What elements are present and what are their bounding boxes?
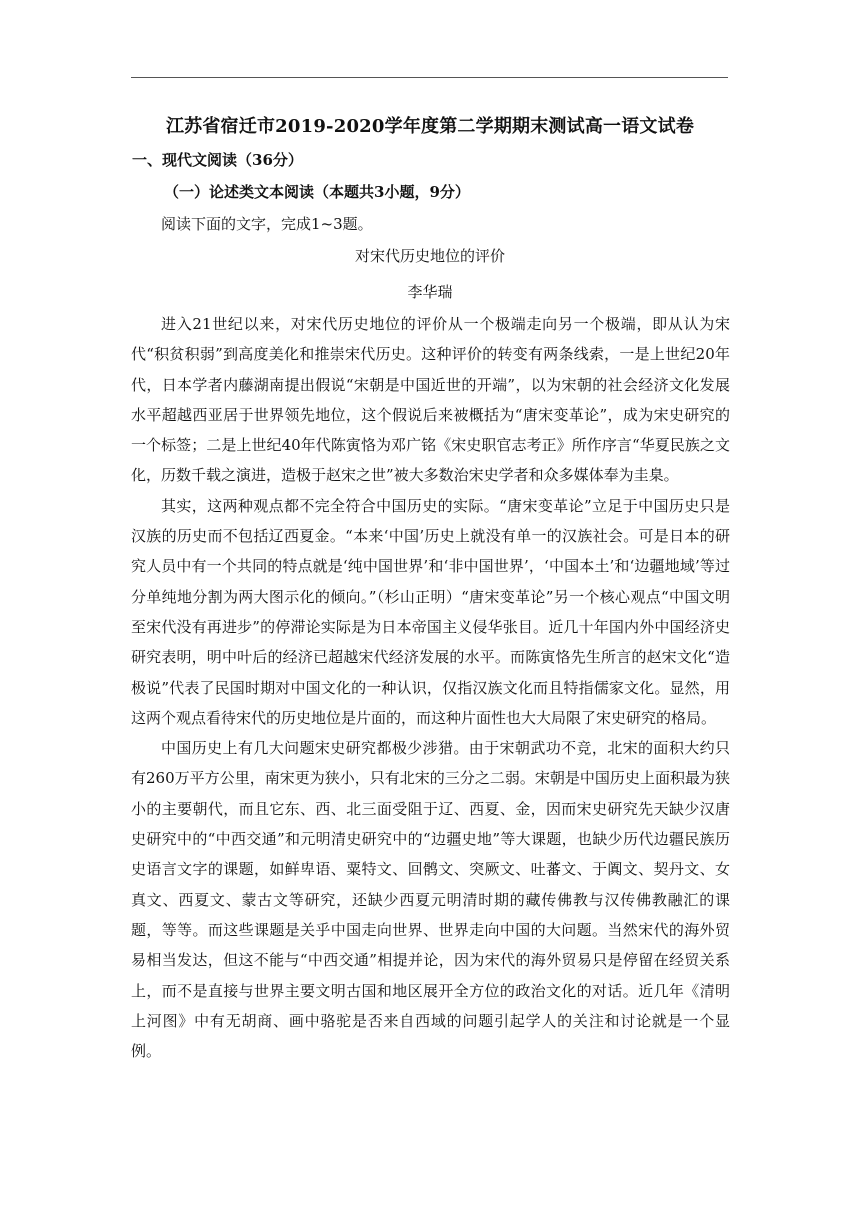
section-heading: 一、现代文阅读（36分）: [132, 151, 303, 169]
paragraph-2: 其实，这两种观点都不完全符合中国历史的实际。“唐宋变革论”立足于中国历史只是汉族的历史而不包括辽西夏金。“本来‘中国’历史上就没有单一的汉族社会。可是日本的研究人员中有一个共同的特点就是‘纯中国世界’和‘非中国世界’，‘中国本土’和‘边疆地域’等过分单纯地分割为两大图示化的倾向。”（杉山正明）“唐宋变革论”另一个核心观点“中国文明至宋代没有再进步”的停滞论实际是为日本帝国主义侵华张目。近几十年国内外中国经济史研究表明，明中叶后的经济已超越宋代经济发展的水平。而陈寅恪先生所言的赵宋文化“造极说”代表了民国时期对中国文化的一种认识，仅指汉族文化而且特指儒家文化。显然，用这两个观点看待宋代的历史地位是片面的，而这种片面性也大大局限了宋史研究的格局。: [131, 496, 730, 727]
reading-instruction: 阅读下面的文字，完成1~3题。: [161, 215, 373, 233]
article-title: 对宋代历史地位的评价: [354, 247, 505, 265]
exam-title: 江苏省宿迁市2019-2020学年度第二学期期末测试高一语文试卷: [165, 116, 695, 137]
article-author: 李华瑞: [407, 283, 453, 301]
paragraph-3: 中国历史上有几大问题宋史研究都极少涉猎。由于宋朝武功不竞，北宋的面积大约只有260万平方公里，南宋更为狭小，只有北宋的三分之二弱。宋朝是中国历史上面积最为狭小的主要朝代，而且它东、西、北三面受阻于辽、西夏、金，因而宋史研究先天缺少汉唐史研究中的“中西交通”和元明清史研究中的“边疆史地”等大课题，也缺少历代边疆民族历史语言文字的课题，如鲜卑语、粟特文、回鹘文、突厥文、吐蕃文、于阗文、契丹文、女真文、西夏文、蒙古文等研究，还缺少西夏元明清时期的藏传佛教与汉传佛教融汇的课题，等等。而这些课题是关乎中国走向世界、世界走向中国的大问题。当然宋代的海外贸易相当发达，但这不能与“中西交通”相提并论，因为宋代的海外贸易只是停留在经贸关系上，而不是直接与世界主要文明古国和地区展开全方位的政治文化的对话。近几年《清明上河图》中有无胡商、画中骆驼是否来自西域的问题引起学人的关注和讨论就是一个显例。: [131, 739, 730, 1061]
article-body: [131, 309, 730, 1066]
header-rule: [131, 77, 728, 78]
paragraph-1: 进入21世纪以来，对宋代历史地位的评价从一个极端走向另一个极端，即从认为宋代“积贫积弱”到高度美化和推崇宋代历史。这种评价的转变有两条线索，一是上世纪20年代，日本学者内藤湖南提出假说“宋朝是中国近世的开端”，以为宋朝的社会经济文化发展水平超越西亚居于世界领先地位，这个假说后来被概括为“唐宋变革论”，成为宋史研究的一个标签；二是上世纪40年代陈寅恪为邓广铭《宋史职官志考正》所作序言“华夏民族之文化，历数千载之演进，造极于赵宋之世”被大多数治宋史学者和众多媒体奉为圭臬。: [131, 315, 730, 485]
subsection-heading: （一）论述类文本阅读（本题共3小题，9分）: [164, 183, 470, 201]
